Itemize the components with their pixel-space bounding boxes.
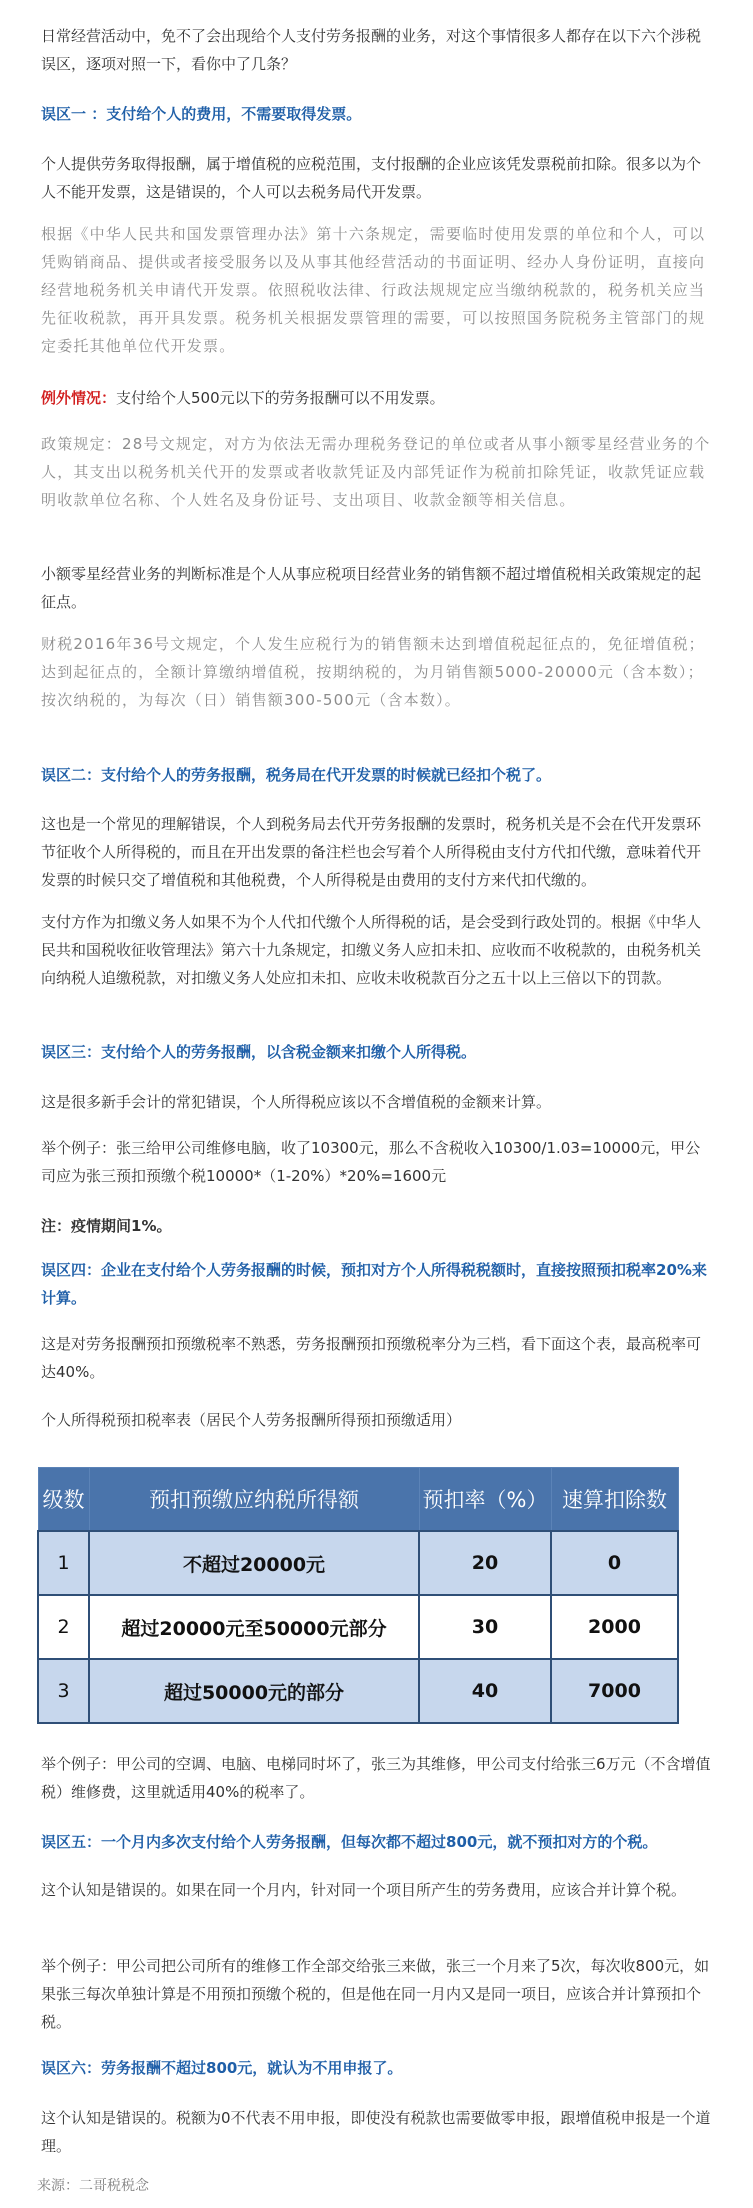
row-level: 2	[38, 1595, 89, 1659]
exception-paragraph	[41, 384, 713, 412]
withholding-rate-table	[37, 1467, 679, 1724]
table-caption: 个人所得税预扣税率表（居民个人劳务报酬所得预扣预缴适用）	[41, 1411, 462, 1429]
myth-6-explanation: 这个认知是错误的。税额为0不代表不用申报，即使没有税款也需要做零申报，跟增值税申报是一个道理。	[41, 2109, 711, 2155]
row-deduction: 0	[551, 1531, 678, 1595]
row-rate: 30	[419, 1595, 551, 1659]
header-rate: 预扣率（%）	[419, 1468, 551, 1532]
row-income-range: 超过20000元至50000元部分	[89, 1595, 419, 1659]
exception-text: 支付给个人500元以下的劳务报酬可以不用发票。	[116, 389, 445, 407]
table-header-row	[38, 1468, 678, 1532]
invoice-regulation-quote: 根据《中华人民共和国发票管理办法》第十六条规定，需要临时使用发票的单位和个人，可以凭购销商品、提供或者接受服务以及从事其他经营活动的书面证明、经办人身份证明，直接向经营地税务机关申请代开发票。依照税收法律、行政法规规定应当缴纳税款的，税务机关应当先征收税款，再开具发票。税务机关根据发票管理的需要，可以按照国务院税务主管部门的规定委托其他单位代开发票。	[41, 225, 706, 355]
myth-5-heading: 误区五：一个月内多次支付给个人劳务报酬，但每次都不超过800元，就不预扣对方的个税。	[41, 1833, 658, 1851]
row-income-range: 超过50000元的部分	[89, 1659, 419, 1723]
small-business-criteria: 小额零星经营业务的判断标准是个人从事应税项目经营业务的销售额不超过增值税相关政策规定的起征点。	[41, 565, 702, 611]
policy-28-quote: 政策规定：28号文规定，对方为依法无需办理税务登记的单位或者从事小额零星经营业务的个人，其支出以税务机关代开的发票或者收款凭证及内部凭证作为税前扣除凭证，收款凭证应载明收款单位名称、个人姓名及身份证号、支出项目、收款金额等相关信息。	[41, 435, 711, 509]
row-rate: 20	[419, 1531, 551, 1595]
table-row	[38, 1531, 678, 1595]
table-row	[38, 1595, 678, 1659]
row-rate: 40	[419, 1659, 551, 1723]
row-deduction: 7000	[551, 1659, 678, 1723]
myth-1-heading: 误区一 ：支付给个人的费用，不需要取得发票。	[41, 105, 362, 123]
epidemic-note: 注：疫情期间1%。	[41, 1217, 172, 1235]
myth-2-penalty: 支付方作为扣缴义务人如果不为个人代扣代缴个人所得税的话，是会受到行政处罚的。根据《中华人民共和国税收征收管理法》第六十九条规定，扣缴义务人应扣未扣、应收而不收税款的，由税务机关向纳税人追缴税款，对扣缴义务人处应扣未扣、应收未收税款百分之五十以上三倍以下的罚款。	[41, 913, 702, 987]
myth-3-explanation: 这是很多新手会计的常犯错误，个人所得税应该以不含增值税的金额来计算。	[41, 1093, 552, 1111]
myth-6-heading: 误区六：劳务报酬不超过800元，就认为不用申报了。	[41, 2059, 403, 2077]
row-level: 3	[38, 1659, 89, 1723]
header-level: 级数	[38, 1468, 89, 1532]
myth-2-heading: 误区二：支付给个人的劳务报酬，税务局在代开发票的时候就已经扣个税了。	[41, 766, 552, 784]
myth-1-explanation: 个人提供劳务取得报酬，属于增值税的应税范围，支付报酬的企业应该凭发票税前扣除。很多以为个人不能开发票，这是错误的，个人可以去税务局代开发票。	[41, 155, 702, 201]
myth-3-heading: 误区三：支付给个人的劳务报酬，以含税金额来扣缴个人所得税。	[41, 1043, 477, 1061]
table-row	[38, 1659, 678, 1723]
row-income-range: 不超过20000元	[89, 1531, 419, 1595]
myth-2-explanation: 这也是一个常见的理解错误，个人到税务局去代开劳务报酬的发票时，税务机关是不会在代开发票环节征收个人所得税的，而且在开出发票的备注栏也会写着个人所得税由支付方代扣代缴，意味着代开发票的时候只交了增值税和其他税费，个人所得税是由费用的支付方来代扣代缴的。	[41, 815, 702, 889]
myth-4-explanation: 这是对劳务报酬预扣预缴税率不熟悉，劳务报酬预扣预缴税率分为三档，看下面这个表，最高税率可达40%。	[41, 1335, 702, 1381]
myth-5-explanation: 这个认知是错误的。如果在同一个月内，针对同一个项目所产生的劳务费用，应该合并计算个税。	[41, 1881, 687, 1899]
header-income-range: 预扣预缴应纳税所得额	[89, 1468, 419, 1532]
myth-4-example: 举个例子：甲公司的空调、电脑、电梯同时坏了，张三为其维修，甲公司支付给张三6万元（不含增值税）维修费，这里就适用40%的税率了。	[41, 1755, 711, 1801]
myth-4-heading: 误区四：企业在支付给个人劳务报酬的时候，预扣对方个人所得税税额时，直接按照预扣税率20%来计算。	[41, 1261, 707, 1307]
exception-label: 例外情况：	[41, 389, 117, 407]
policy-36-quote: 财税2016年36号文规定，个人发生应税行为的销售额未达到增值税起征点的，免征增值税；达到起征点的，全额计算缴纳增值税，按期纳税的，为月销售额5000-20000元（含本数）；按次纳税的，为每次（日）销售额300-500元（含本数）。	[41, 635, 705, 709]
intro-paragraph: 日常经营活动中，免不了会出现给个人支付劳务报酬的业务，对这个事情很多人都存在以下六个涉税误区，逐项对照一下，看你中了几条？	[41, 27, 702, 73]
myth-5-example: 举个例子：甲公司把公司所有的维修工作全部交给张三来做，张三一个月来了5次，每次收800元，如果张三每次单独计算是不用预扣预缴个税的，但是他在同一月内又是同一项目，应该合并计算预扣个税。	[41, 1957, 710, 2031]
row-level: 1	[38, 1531, 89, 1595]
header-deduction: 速算扣除数	[551, 1468, 678, 1532]
row-deduction: 2000	[551, 1595, 678, 1659]
myth-3-example: 举个例子：张三给甲公司维修电脑，收了10300元，那么不含税收入10300/1.03=10000元，甲公司应为张三预扣预缴个税10000*（1-20%）*20%=1600元	[41, 1139, 701, 1185]
source-credit: 来源：二哥税税念	[37, 2178, 149, 2194]
